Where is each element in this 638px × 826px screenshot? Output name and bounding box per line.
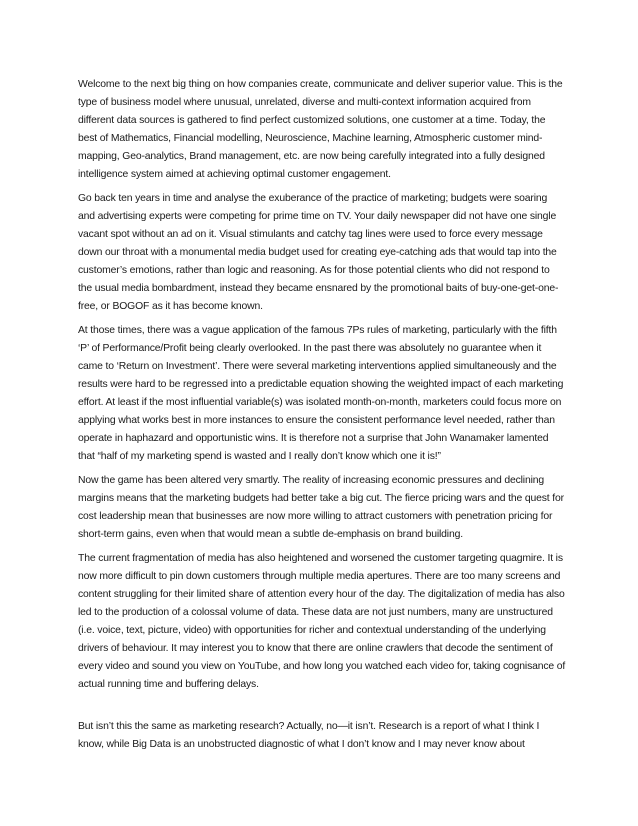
document-body [78,76,566,760]
paragraph-media-fragmentation: The current fragmentation of media has also heightened and worsened the customer targeting quagmire. It is now more difficult to pin down customers through multiple media apertures. There are too many screens and content struggling for their limited share of attention every hour of the day. The digitalization of media has also led to the production of a colossal volume of data. These data are not just numbers, many are unstructured (i.e. voice, text, picture, video) with opportunities for richer and contextual understanding of the underlying drivers of behaviour. It may interest you to know that there are online crawlers that decode the sentiment of every video and sound you view on YouTube, and how long you watched each video for, taking cognisance of actual running time and buffering delays. [78,553,566,690]
paragraph-ten-years-ago: Go back ten years in time and analyse the exuberance of the practice of marketing; budgets were soaring and advertising experts were competing for prime time on TV. Your daily newspaper did not have one single vacant spot without an ad on it. Visual stimulants and catchy tag lines were used to force every message down our throat with a monumental media budget used for creating eye-catching ads that would tap into the customer’s emotions, rather than logic and reasoning. As for those potential clients who did not respond to the usual media bombardment, instead they became ensnared by the promotional baits of buy-one-get-one-free, or BOGOF as it has become known. [78,193,559,312]
paragraph-game-altered: Now the game has been altered very smartly. The reality of increasing economic pressures and declining margins means that the marketing budgets had better take a big cut. The fierce pricing wars and the quest for cost leadership mean that businesses are now more willing to attract customers with penetration pricing for short-term gains, even when that would mean a subtle de-emphasis on brand building. [78,475,564,540]
paragraph-marketing-research: But isn’t this the same as marketing research? Actually, no—it isn’t. Research is a report of what I think I know, while Big Data is an unobstructed diagnostic of what I don’t know and I may never know about [78,721,540,750]
paragraph-7ps: At those times, there was a vague application of the famous 7Ps rules of marketing, particularly with the fifth ‘P’ of Performance/Profit being clearly overlooked. In the past there was absolutely no guarantee when it came to ‘Return on Investment’. There were several marketing interventions applied simultaneously and the results were hard to be regressed into a predictable equation showing the weighted impact of each marketing effort. At least if the most influential variable(s) was isolated month-on-month, marketers could focus more on applying what works best in more instances to ensure the consistent performance level needed, rather than operate in haphazard and opportunistic wins. It is therefore not a surprise that John Wanamaker lamented that “half of my marketing spend is wasted and I really don’t know which one it is!” [78,325,564,462]
paragraph-intro: Welcome to the next big thing on how companies create, communicate and deliver superior value. This is the type of business model where unusual, unrelated, diverse and multi-context information acquired from different data sources is gathered to find perfect customized solutions, one customer at a time. Today, the best of Mathematics, Financial modelling, Neuroscience, Machine learning, Atmospheric customer mind-mapping, Geo-analytics, Brand management, etc. are now being carefully integrated into a fully designed intelligence system aimed at achieving optimal customer engagement. [78,79,563,180]
